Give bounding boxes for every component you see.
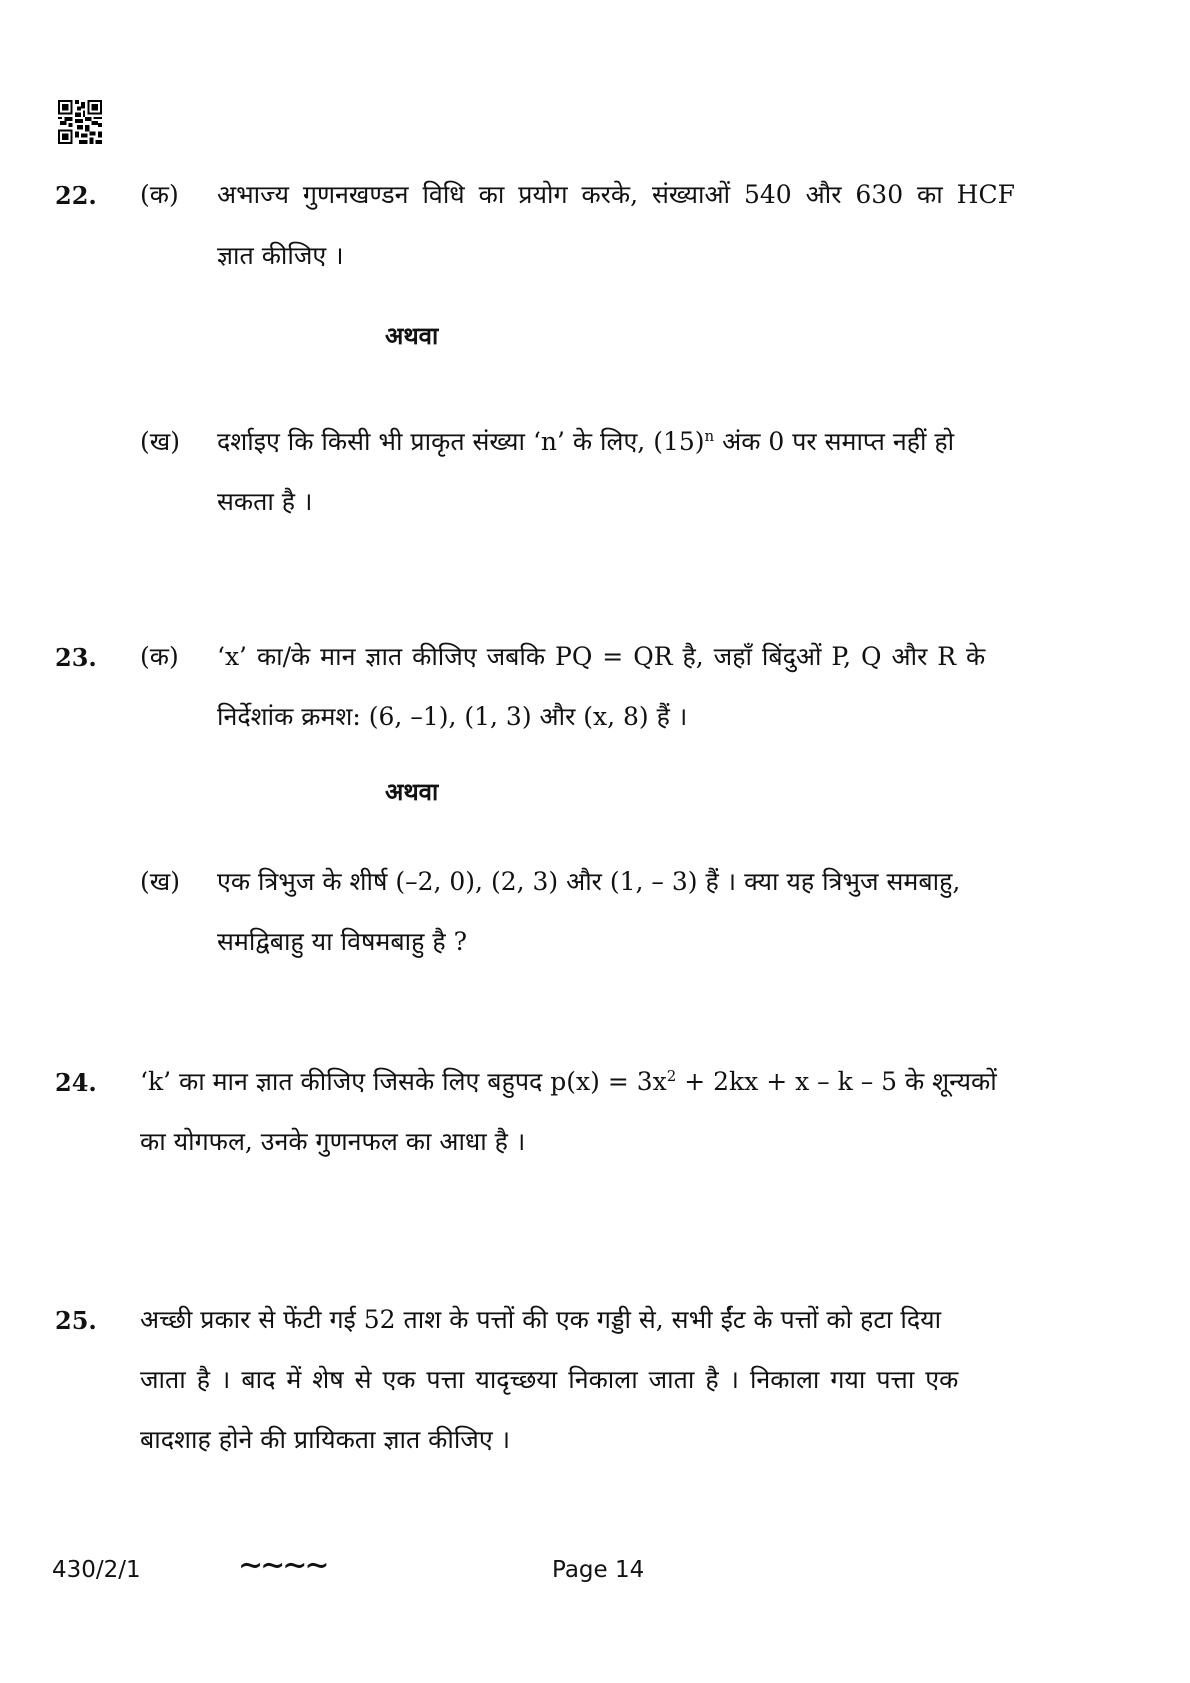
- paper-code: 430/2/1: [52, 1557, 141, 1583]
- part-label-ka: (क): [140, 180, 179, 209]
- question-number-24: 24.: [55, 1068, 97, 1097]
- q23-ka-line2: निर्देशांक क्रमश: (6, –1), (1, 3) और (x, 8) हैं ।: [217, 702, 688, 731]
- q24-line1-pre: ‘k’ का मान ज्ञात कीजिए जिसके लिए बहुपद p(x) = 3x: [140, 1067, 667, 1096]
- q23-ka-line1: ‘x’ का/के मान ज्ञात कीजिए जबकि PQ = QR है, जहाँ बिंदुओं P, Q और R के: [217, 642, 986, 671]
- question-number-23: 23.: [55, 643, 97, 672]
- question-number-22: 22.: [55, 181, 97, 210]
- q25-line3: बादशाह होने की प्रायिकता ज्ञात कीजिए ।: [140, 1425, 511, 1454]
- q25-line2: जाता है । बाद में शेष से एक पत्ता यादृच्छया निकाला जाता है । निकाला गया पत्ता एक: [140, 1365, 959, 1394]
- exponent-n: n: [704, 427, 715, 445]
- q23-kha-line2: समद्विबाहु या विषमबाहु है ?: [217, 927, 467, 956]
- q22-ka-line2: ज्ञात कीजिए ।: [217, 241, 344, 270]
- part-label-kha: (ख): [140, 427, 180, 456]
- q22-ka-line1-text: अभाज्य गुणनखण्डन विधि का प्रयोग करके, संख्याओं 540 और 630 का HCF: [217, 180, 1015, 209]
- part-label-kha: (ख): [140, 867, 180, 896]
- q25-line1: अच्छी प्रकार से फेंटी गई 52 ताश के पत्तों की एक गड्डी से, सभी ईंट के पत्तों को हटा दिया: [140, 1305, 942, 1334]
- q22-ka-line1: [217, 180, 1077, 210]
- q24-line1: [140, 1067, 997, 1097]
- or-separator: अथवा: [385, 322, 439, 350]
- q22-kha-line1-post: अंक 0 पर समाप्त नहीं हो: [714, 427, 955, 456]
- part-label-ka: (क): [140, 642, 179, 671]
- q22-kha-line1: [217, 427, 954, 457]
- or-separator: अथवा: [385, 778, 439, 806]
- question-number-25: 25.: [55, 1306, 97, 1335]
- q24-line1-post: + 2kx + x – k – 5 के शून्यकों: [676, 1067, 997, 1096]
- q22-kha-line1-pre: दर्शाइए कि किसी भी प्राकृत संख्या ‘n’ के लिए, (15): [217, 427, 705, 456]
- q22-kha-line2: सकता है ।: [217, 487, 313, 516]
- exponent-2: 2: [666, 1067, 677, 1085]
- qr-code-icon: [58, 100, 102, 144]
- page-number: Page 14: [552, 1557, 645, 1583]
- q24-line2: का योगफल, उनके गुणनफल का आधा है ।: [140, 1127, 526, 1156]
- q23-kha-line1: एक त्रिभुज के शीर्ष (–2, 0), (2, 3) और (1, – 3) हैं । क्या यह त्रिभुज समबाहु,: [217, 867, 961, 896]
- tilde-ornament: ∼∼∼∼: [238, 1548, 327, 1583]
